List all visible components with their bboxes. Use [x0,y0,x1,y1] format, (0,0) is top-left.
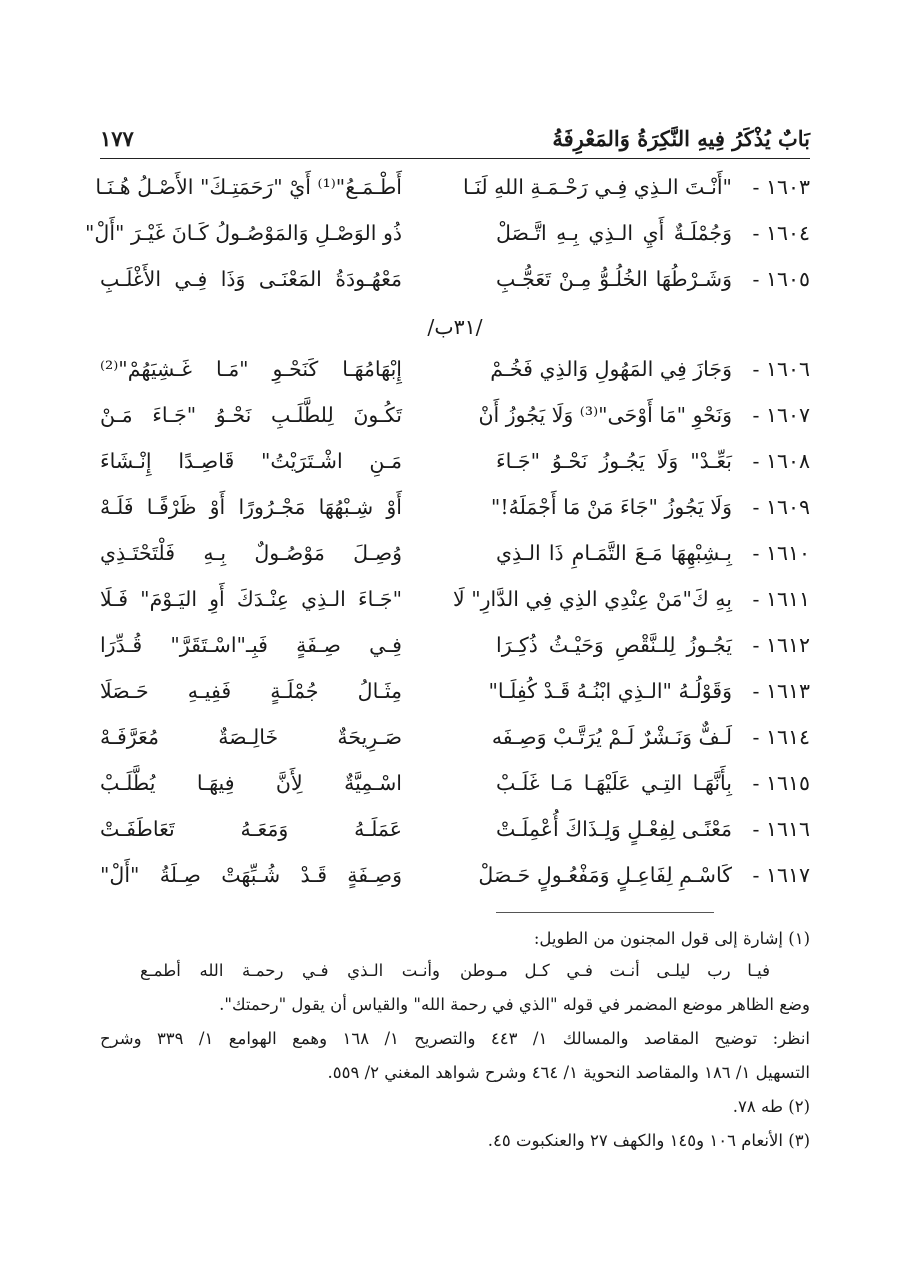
verse-second-hemistich: وُصِـلَ مَوْصُـولٌ بِـهِ فَلْتَحْتَـذِي [100,541,402,565]
verse-number: ١٦١٤ - [752,725,810,749]
verse-second-hemistich: مِثَـالُ جُمْلَـةٍ فَفِيـهِ حَـصَلَا [100,679,402,703]
verse-first-hemistich: بِـشِبْهِهَا مَـعَ التَّمَـامِ ذَا الـذِي [496,541,732,565]
footnote-3: (٣) الأنعام ١٠٦ و١٤٥ والكهف ٢٧ والعنكبوت ٤٥. [487,1131,810,1150]
verse-first-hemistich: وَلَا يَجُوزُ "جَاءَ مَنْ مَا أَجْمَلَهُ!" [490,495,732,519]
verse-number: ١٦١٧ - [752,863,810,887]
verse-number: ١٦٠٦ - [752,357,810,381]
verse-line [100,766,810,800]
verse-first-hemistich: وَقَوْلُـهُ "الـذِي ابْنُـهُ قَـدْ كُفِلَـا" [488,679,732,703]
verse-line [100,720,810,754]
verse-first-hemistich: وَنَحْوِ "مَا أَوْحَى"⁽³⁾ وَلَا يَجُوزُ أَنْ [478,403,732,427]
verse-first-hemistich: وَجَازَ فِي المَهُولِ وَالذِي فَخُـمْ [490,357,732,381]
verse-second-hemistich: وَصِـفَةٍ قَـدْ شُـبِّهَتْ صِـلَةُ "أَلْ" [100,863,402,887]
page-number: ١٧٧ [100,125,134,151]
verse-second-hemistich: مَعْهُـودَةُ المَعْنَـى وَذَا فِـي الأَغْلَـبِ [100,267,402,291]
verse-number: ١٦١٥ - [752,771,810,795]
verse-second-hemistich: فِـي صِـفَةٍ فَبِـ"اسْـتَقَرَّ" قُـدِّرَا [100,633,402,657]
verse-first-hemistich: مَعْنًـى لِفِعْـلٍ وَلِـذَاكَ أُعْمِلَـتْ [496,817,732,841]
verse-second-hemistich: صَـرِيحَةٌ خَالِـصَةٌ مُعَرَّفَـهْ [100,725,402,749]
verse-second-hemistich: أَوْ شِـبْهُهَا مَجْـرُورًا أَوْ ظَرْفًـا فَلَـهْ [100,495,402,519]
verse-first-hemistich: يَجُـوزُ لِلـنَّقْصِ وَحَيْـثُ ذُكِـرَا [496,633,732,657]
verse-first-hemistich: وَشَـرْطُهَا الخُلُـوُّ مِـنْ تَعَجُّـبِ [496,267,732,291]
header-rule [100,158,810,159]
verse-second-hemistich: أَطْـمَـعُ"⁽¹⁾ أَيْ "رَحَمَتِـكَ" الأَصْـلُ هُـنَـا [95,175,402,199]
verse-line [100,536,810,570]
verse-first-hemistich: كَاسْـمِ لِفَاعِـلٍ وَمَفْعُـولٍ حَـصَلْ [478,863,732,887]
verse-first-hemistich: بِأَنَّهَـا التِـي عَلَيْهَـا مَـا غَلَـبْ [496,771,732,795]
verse-number: ١٦٠٥ - [752,267,810,291]
verse-second-hemistich: عَمَلَـهُ وَمَعَـهُ تَعَاطَفَـتْ [100,817,402,841]
manuscript-folio-marker: /٣١ب/ [427,315,483,339]
footnote-poem-second-hemistich: وأنـت الـذي فـي رحمـة الله أطمـع [140,961,440,980]
verse-number: ١٦٠٤ - [752,221,810,245]
verse-line [100,490,810,524]
running-header [100,118,810,158]
footnote-1-line: وضع الظاهر موضع المضمر في قوله "الذي في رحمة الله" والقياس أن يقول "رحمتك". [219,995,810,1014]
verse-second-hemistich: اسْـمِيَّةٌ لِأَنَّ فِيهَـا يُطَّلَـبْ [100,771,402,795]
verse-second-hemistich: ذُو الوَصْـلِ وَالمَوْصُـولُ كَـانَ غَيْـرَ "أَلْ" [85,221,402,245]
verse-number: ١٦١١ - [752,587,810,611]
verse-second-hemistich: "جَـاءَ الـذِي عِنْـدَكَ أَوِ اليَـوْمَ" فَـلَا [100,587,402,611]
verse-line [100,398,810,432]
verse-number: ١٦٠٩ - [752,495,810,519]
footnote-1-line: انظر: توضيح المقاصد والمسالك ١/ ٤٤٣ والتصريح ١/ ١٦٨ وهمع الهوامع ١/ ٣٣٩ وشرح [100,1029,810,1048]
chapter-title: بَابٌ يُذْكَرُ فِيهِ النَّكِرَةُ وَالمَعْرِفَةُ [552,125,810,151]
verse-line [100,352,810,386]
footnote-2: (٢) طه ٧٨. [732,1097,810,1116]
verse-line [100,582,810,616]
verse-line [85,216,810,250]
verse-number: ١٦١٦ - [752,817,810,841]
verse-number: ١٦٠٧ - [752,403,810,427]
verse-number: ١٦١٢ - [752,633,810,657]
footnote-1-intro: (١) إشارة إلى قول المجنون من الطويل: [533,929,810,948]
verse-first-hemistich: لَـفٌّ وَنَـشْرٌ لَـمْ يُرَتَّـبْ وَصِـفَه [491,725,732,749]
verse-line [95,170,810,204]
verse-first-hemistich: "أَنْـتَ الـذِي فِـي رَحْـمَـةِ اللهِ لَنَـا [462,175,732,199]
footnote-1-line: التسهيل ١/ ١٨٦ والمقاصد النحوية ١/ ٤٦٤ وشرح شواهد المغني ٢/ ٥٥٩. [327,1063,810,1082]
verse-number: ١٦١٠ - [752,541,810,565]
verse-second-hemistich: مَـنِ اشْـتَرَيْتُ" قَاصِـدًا إِنْـشَاءَ [100,449,402,473]
verse-first-hemistich: وَجُمْلَـةٌ أَيِ الـذِي بِـهِ اتَّـصَلْ [496,221,732,245]
verse-second-hemistich: تَكُـونَ لِلطَّلَـبِ نَحْـوُ "جَـاءَ مَـنْ [100,403,402,427]
verse-line [100,812,810,846]
verse-second-hemistich: إِبْهَامُهَـا كَنَحْـوِ "مَـا غَـشِيَهُمْ"⁽²⁾ [100,357,402,381]
verse-number: ١٦٠٨ - [752,449,810,473]
verse-line [100,674,810,708]
verse-line [100,444,810,478]
verse-line [100,628,810,662]
footnote-separator [496,912,714,913]
verse-first-hemistich: بَعِّـدْ" وَلَا يَجُـوزُ نَحْـوُ "جَـاءَ [496,449,732,473]
verse-line [100,262,810,296]
verse-number: ١٦٠٣ - [752,175,810,199]
verse-first-hemistich: بِهِ كَ"مَنْ عِنْدِي الذِي فِي الدَّارِ" لَا [453,587,732,611]
verse-line [100,858,810,892]
verse-number: ١٦١٣ - [752,679,810,703]
footnote-poem-first-hemistich: فيـا رب ليلـى أنـت فـي كـل مـوطن [460,961,770,980]
